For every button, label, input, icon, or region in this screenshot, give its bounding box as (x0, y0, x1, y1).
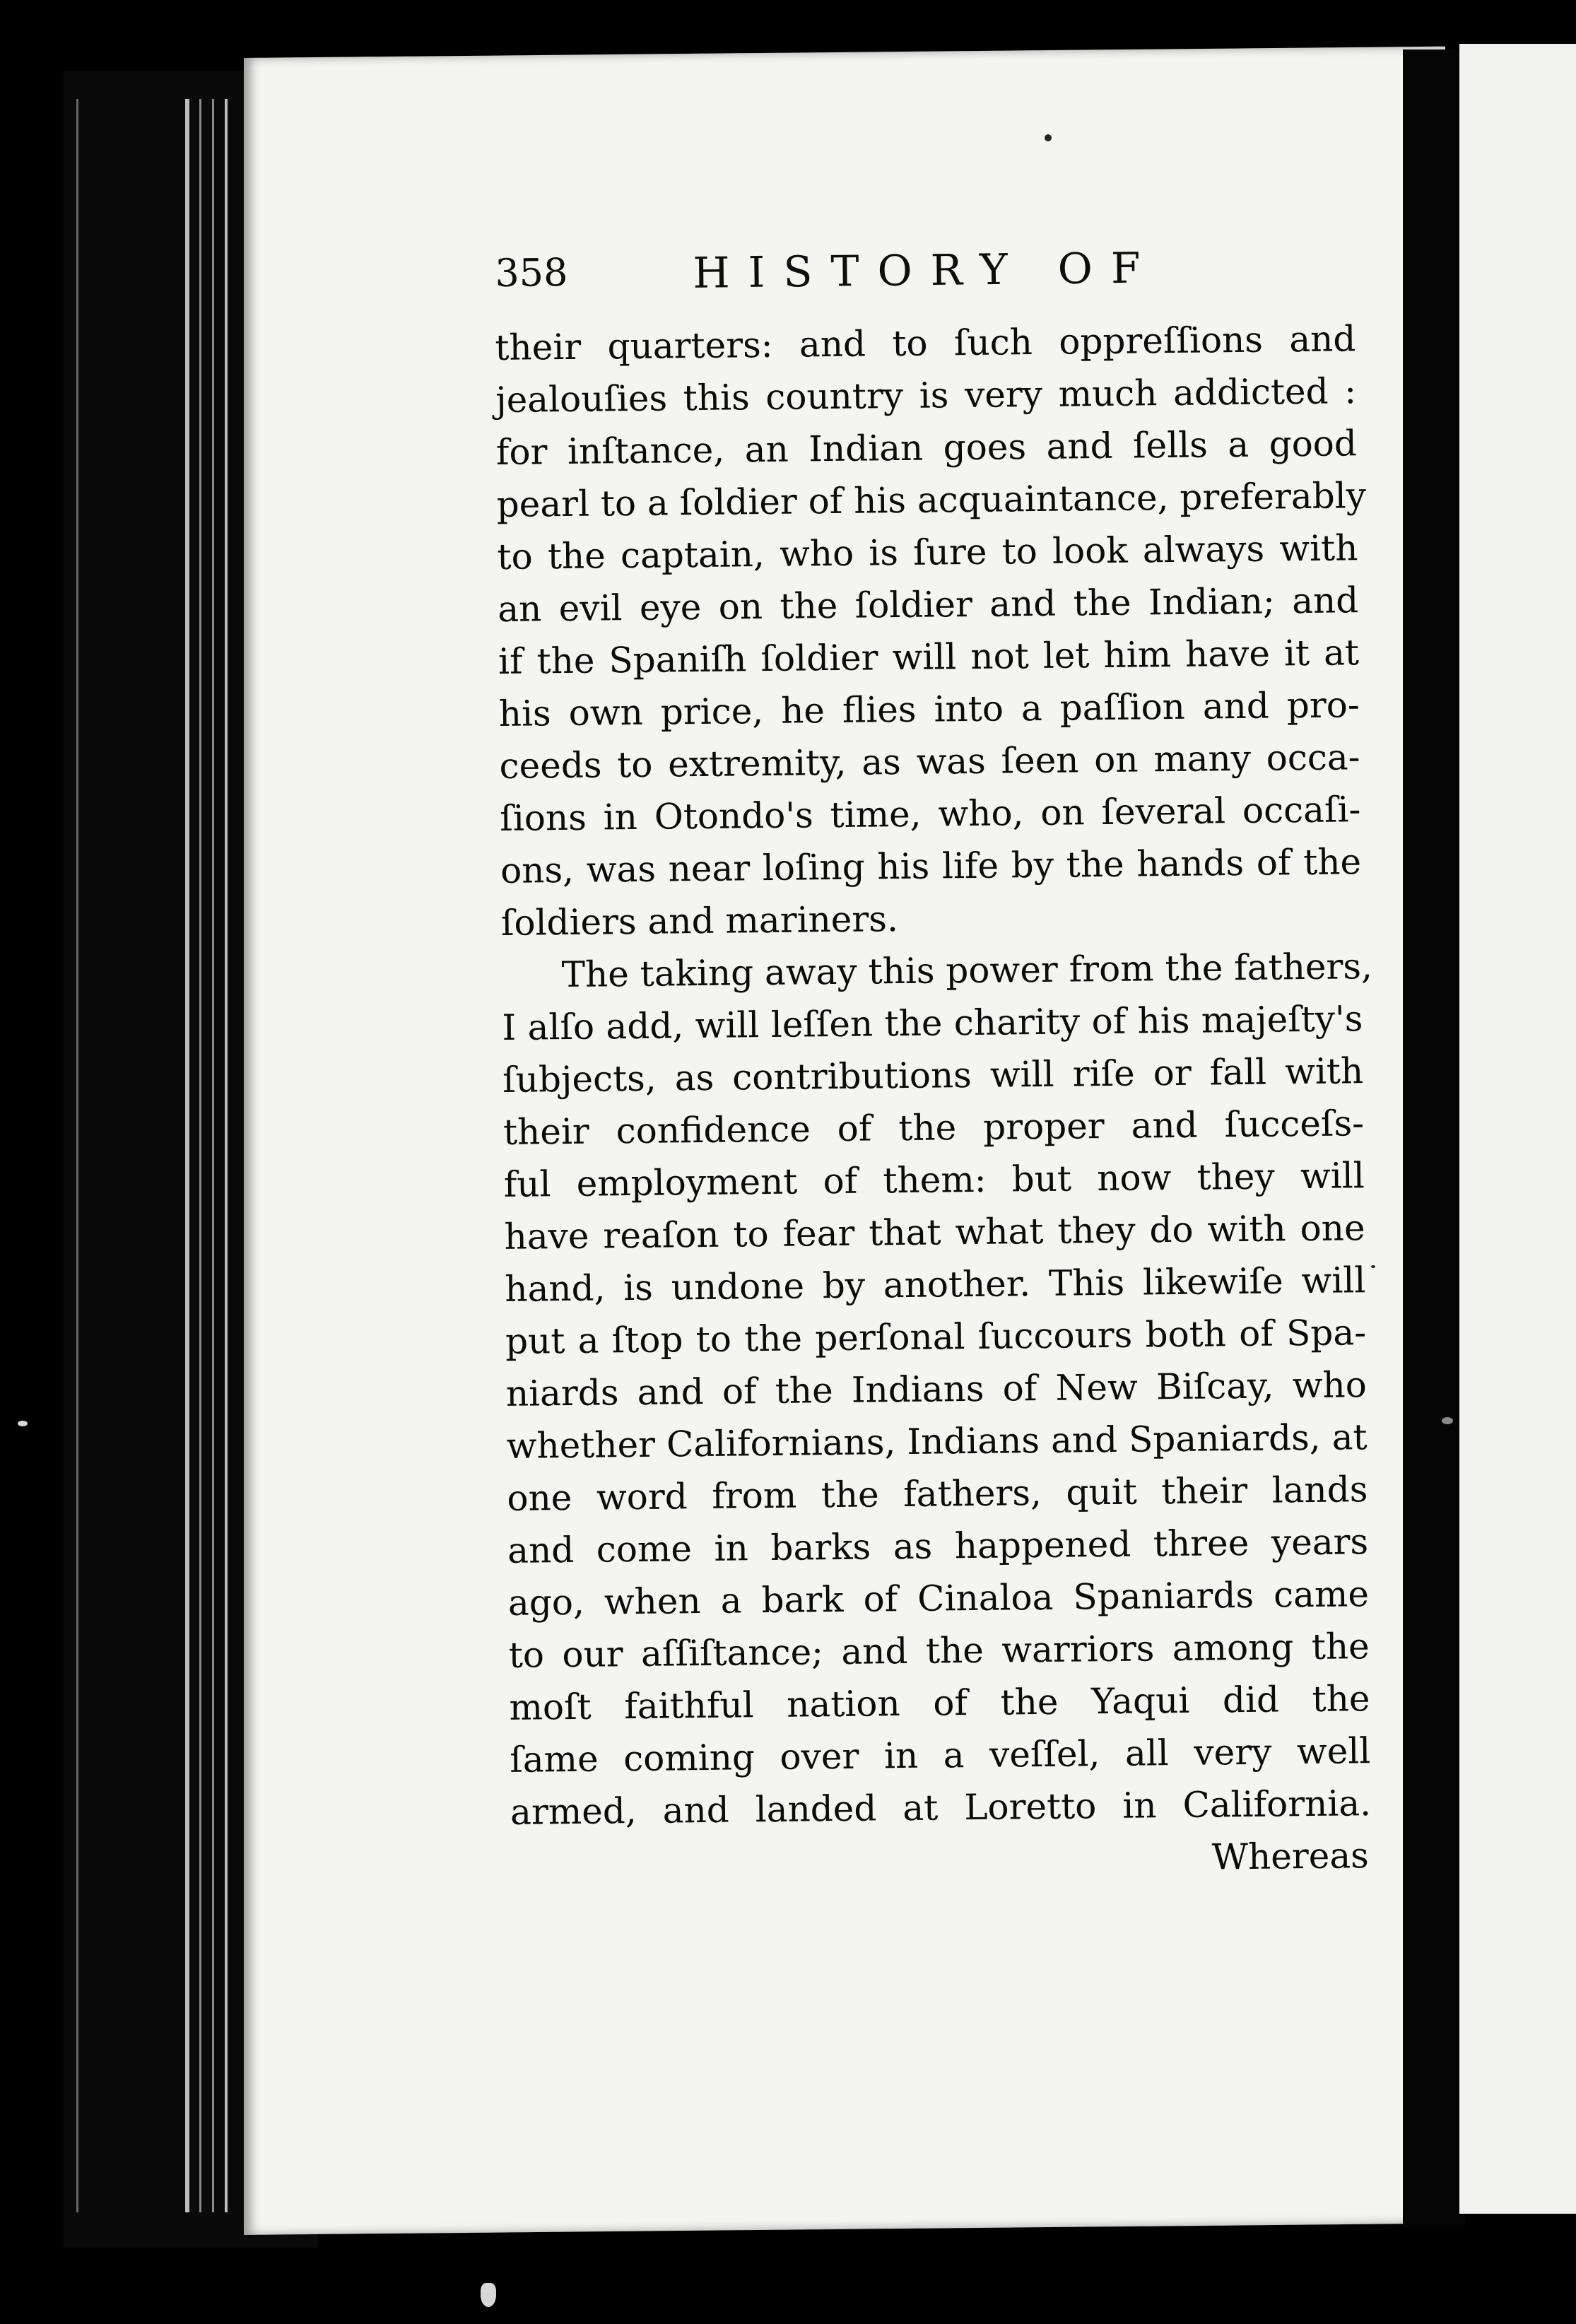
text-line: hand, is undone by another. This likewiſe will (505, 1260, 1366, 1310)
text-line: an evil eye on the ſoldier and the Indian; and (497, 580, 1359, 630)
text-line: put a ſtop to the perſonal ſuccours both of Spa- (505, 1312, 1367, 1362)
page-edge-line (212, 99, 214, 2212)
facing-page-fragment: th (0, 309, 12, 322)
facing-page-fragment: cl (0, 282, 11, 295)
facing-page-fragment: of (0, 161, 11, 175)
text-line: ful employment of them: but now they will (503, 1155, 1365, 1205)
scan-speck (481, 2283, 496, 2307)
facing-page-fragment: lo (0, 40, 11, 54)
scan-speck (18, 1421, 28, 1426)
text-line: ago, when a bark of Cinaloa Spaniards came (507, 1573, 1370, 1624)
text-line: jealouſies this country is very much addicted : (495, 370, 1357, 421)
text-line: I alſo add, will leſſen the charity of his majeſty's (502, 998, 1363, 1048)
paragraph-start-line: The taking away this power from the fathers, (561, 946, 1373, 996)
text-line: ſubjects, as contributions will riſe or fall with (502, 1050, 1364, 1101)
facing-page-fragment: af (0, 188, 11, 201)
facing-page-fragment: fa (0, 201, 11, 215)
text-line: moſt faithful nation of the Yaqui did the (509, 1678, 1370, 1728)
text-line: armed, and landed at Loretto in California. (510, 1783, 1372, 1833)
page-gutter (1403, 49, 1465, 2226)
facing-page-fragment: ne (0, 67, 14, 81)
facing-page-fragment: ar (0, 295, 13, 309)
facing-page-strip (1459, 44, 1576, 2214)
catchword: Whereas (1211, 1835, 1370, 1878)
page-body-text (495, 312, 1372, 1891)
scan-speck (1442, 1417, 1453, 1424)
text-line: one word from the fathers, quit their lands (507, 1469, 1368, 1519)
facing-page-fragment: re (0, 121, 13, 134)
facing-page-fragment: b (0, 363, 8, 376)
page-edge-line (225, 99, 228, 2212)
text-line: if the Spaniſh ſoldier will not let him have it at (498, 632, 1360, 682)
page-edge-line (199, 99, 201, 2212)
page-edge-line (185, 99, 189, 2212)
text-line: ceeds to extremity, as was ſeen on many occa- (499, 736, 1360, 787)
text-line: ons, was near loſing his life by the hands of the (500, 841, 1362, 891)
facing-page-fragment: no (0, 107, 14, 121)
text-line: to the captain, who is ſure to look always with (497, 527, 1358, 577)
paragraph-end-line: ſoldiers and mariners. (500, 898, 899, 944)
facing-page-fragment: th (0, 175, 12, 188)
facing-page-fragment: hi (0, 269, 11, 282)
text-line: their quarters: and to ſuch oppreſſions and (495, 318, 1356, 368)
facing-page-fragment: ca (0, 94, 13, 107)
running-title: HISTORY OF (692, 243, 1159, 298)
text-line: for inſtance, an Indian goes and ſells a good (495, 423, 1358, 473)
scan-speck (1045, 134, 1052, 141)
text-line: ſame coming over in a veſſel, all very well (510, 1730, 1371, 1780)
facing-page-fragment: If (0, 81, 9, 94)
text-line: and come in barks as happened three years (507, 1521, 1369, 1571)
facing-page-fragment: bo (0, 13, 14, 27)
text-line: their confidence of the proper and ſucceſs- (502, 1103, 1365, 1153)
facing-page-fragment: ex (0, 242, 13, 255)
page-number: 358 (495, 250, 568, 295)
facing-page-fragment: th (0, 215, 12, 228)
facing-page-fragment: to (0, 322, 12, 336)
text-line: pearl to a ſoldier of his acquaintance, preferably (496, 475, 1367, 525)
text-line: his own price, he flies into a paſſion and pro- (498, 684, 1360, 734)
facing-page-fragment: th (0, 54, 12, 67)
text-line: ſions in Otondo's time, who, on ſeveral occaſi- (500, 789, 1361, 839)
text-line: have reaſon to fear that what they do with one (504, 1207, 1365, 1257)
text-line: to our aſſiſtance; and the warriors among the (508, 1626, 1370, 1676)
facing-page-fragment: ra (0, 134, 13, 148)
facing-page-fragment: ch (0, 228, 14, 242)
facing-page-fragment: W (0, 0, 12, 13)
facing-page-fragment: th (0, 336, 12, 349)
text-line: niards and of the Indians of New Biſcay, who (505, 1364, 1368, 1414)
page-edge-line (76, 99, 78, 2212)
scan-speck (1371, 1265, 1375, 1268)
facing-page-fragment: h (0, 349, 8, 363)
facing-page-fragment: co (0, 27, 13, 40)
facing-page-fragment: Sc (0, 148, 14, 161)
facing-page-fragment: er (0, 255, 13, 269)
text-line: whether Californians, Indians and Spaniards, at (506, 1416, 1368, 1467)
